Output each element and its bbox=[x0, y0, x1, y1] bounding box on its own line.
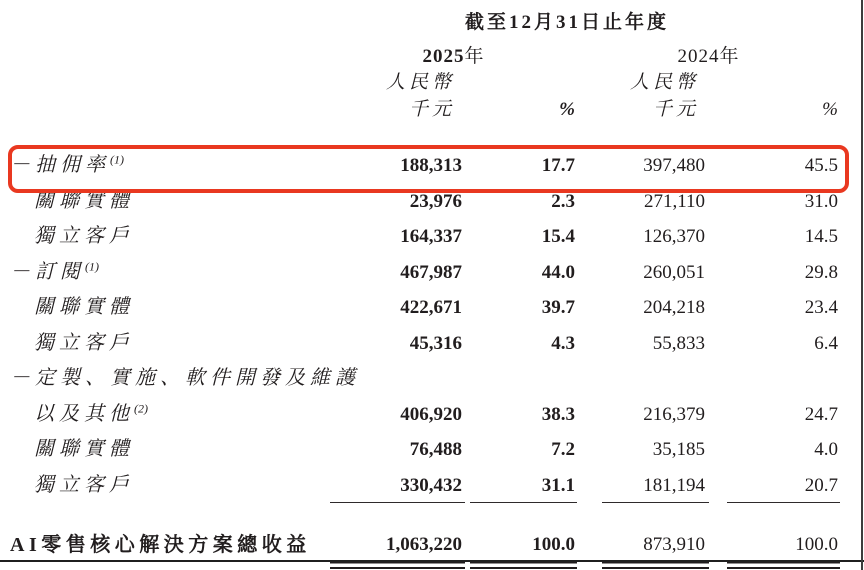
row-label: 關聯實體 bbox=[34, 189, 134, 212]
footnote-sup: (1) bbox=[110, 152, 124, 167]
unit-header-2024: 千元 bbox=[652, 99, 699, 120]
table-row bbox=[10, 290, 840, 326]
amount-2025-cell: 188,313 bbox=[400, 155, 462, 176]
percent-2024-cell: 31.0 bbox=[804, 190, 838, 212]
percent-2024-cell: 23.4 bbox=[804, 297, 838, 318]
footnote-sup: (1) bbox=[85, 258, 99, 273]
percent-2025-cell: 7.2 bbox=[551, 439, 575, 460]
row-label: －抽佣率$^{(1)}$ bbox=[10, 152, 124, 176]
period-title: 截至12月31日止年度 bbox=[464, 12, 669, 33]
table-row bbox=[10, 468, 840, 504]
percent-2024-cell: 14.5 bbox=[804, 226, 838, 247]
amount-2024-cell: 181,194 bbox=[577, 468, 709, 504]
percent-2025-cell bbox=[465, 361, 577, 397]
percent-2025-cell: 15.4 bbox=[541, 226, 575, 247]
table-row bbox=[10, 432, 840, 468]
frame-bottom-line bbox=[0, 560, 864, 562]
amount-2025-cell: 467,987 bbox=[400, 261, 462, 283]
amount-2025-cell: 45,316 bbox=[409, 332, 462, 354]
amount-2025-cell: 406,920 bbox=[400, 403, 462, 425]
percent-2024-cell: 4.0 bbox=[814, 439, 838, 460]
percent-2025-cell: 100.0 bbox=[465, 529, 577, 569]
row-label: 獨立客戶 bbox=[34, 225, 134, 247]
percent-2024-cell: 6.4 bbox=[814, 332, 838, 354]
table-header bbox=[10, 10, 840, 36]
amount-2024-cell: 216,379 bbox=[643, 403, 705, 425]
currency-header-2025: 人民幣 bbox=[385, 72, 455, 93]
year-2025-number: 2025 bbox=[422, 46, 465, 67]
percent-2024-cell: 20.7 bbox=[709, 468, 840, 504]
table-row bbox=[10, 326, 840, 362]
row-label: －定製、實施、軟件開發及維護 bbox=[10, 367, 360, 389]
row-label: 關聯實體 bbox=[34, 296, 134, 318]
amount-2024-cell: 271,110 bbox=[643, 190, 705, 212]
percent-2024-cell: 24.7 bbox=[804, 403, 838, 425]
amount-2025-cell: 330,432 bbox=[330, 468, 465, 504]
year-2024-number: 2024 bbox=[677, 46, 720, 67]
amount-2024-cell bbox=[577, 361, 709, 397]
percent-2025-cell: 31.1 bbox=[465, 468, 577, 504]
amount-2025-cell: 23,976 bbox=[409, 190, 462, 212]
row-label: －訂閱$^{(1)}$ bbox=[10, 258, 99, 283]
amount-2025-cell: 164,337 bbox=[400, 226, 462, 247]
unit-header-2025: 千元 bbox=[408, 99, 455, 120]
year-2025-header bbox=[330, 44, 577, 70]
year-2025-suffix: 年 bbox=[464, 46, 485, 67]
table-row bbox=[10, 255, 840, 291]
amount-2024-cell: 35,185 bbox=[652, 439, 705, 460]
percent-2025-cell: 17.7 bbox=[541, 155, 575, 176]
amount-2025-cell bbox=[330, 361, 465, 397]
table-row bbox=[10, 184, 840, 220]
percent-2025-cell: 44.0 bbox=[541, 261, 575, 283]
financial-table bbox=[10, 0, 840, 569]
amount-2024-cell: 873,910 bbox=[577, 529, 709, 569]
amount-2024-cell: 55,833 bbox=[652, 332, 705, 354]
table-row bbox=[10, 148, 840, 184]
footnote-sup: (2) bbox=[134, 400, 148, 415]
table-row bbox=[10, 361, 840, 397]
percent-2024-cell: 100.0 bbox=[709, 529, 840, 569]
year-2024-header bbox=[577, 44, 840, 70]
percent-2025-cell: 38.3 bbox=[541, 403, 575, 425]
row-label: 關聯實體 bbox=[34, 438, 134, 460]
total-row bbox=[10, 529, 840, 569]
row-label: 獨立客戶 bbox=[34, 331, 134, 354]
percent-2025-cell: 4.3 bbox=[551, 332, 575, 354]
percent-2025-cell: 39.7 bbox=[541, 297, 575, 318]
amount-2025-cell: 76,488 bbox=[409, 439, 462, 460]
table-row bbox=[10, 397, 840, 433]
amount-2025-cell: 1,063,220 bbox=[330, 529, 465, 569]
percent-2024-cell bbox=[709, 361, 840, 397]
percent-2024-cell: 29.8 bbox=[804, 261, 838, 283]
percent-header-2024: % bbox=[822, 99, 838, 120]
row-label: 獨立客戶 bbox=[34, 473, 134, 496]
amount-2024-cell: 204,218 bbox=[643, 297, 705, 318]
amount-2024-cell: 397,480 bbox=[643, 155, 705, 176]
percent-header-2025: % bbox=[559, 99, 575, 120]
amount-2024-cell: 260,051 bbox=[643, 261, 705, 283]
year-2024-suffix: 年 bbox=[719, 46, 740, 67]
percent-2024-cell: 45.5 bbox=[804, 155, 838, 176]
total-label: AI零售核心解決方案總收益 bbox=[10, 534, 311, 556]
amount-2025-cell: 422,671 bbox=[400, 297, 462, 318]
frame-right-line bbox=[861, 0, 863, 570]
table-row bbox=[10, 219, 840, 255]
percent-2025-cell: 2.3 bbox=[551, 190, 575, 212]
amount-2024-cell: 126,370 bbox=[643, 226, 705, 247]
row-label: 以及其他$^{(2)}$ bbox=[34, 400, 148, 425]
currency-header-2024: 人民幣 bbox=[629, 72, 699, 93]
